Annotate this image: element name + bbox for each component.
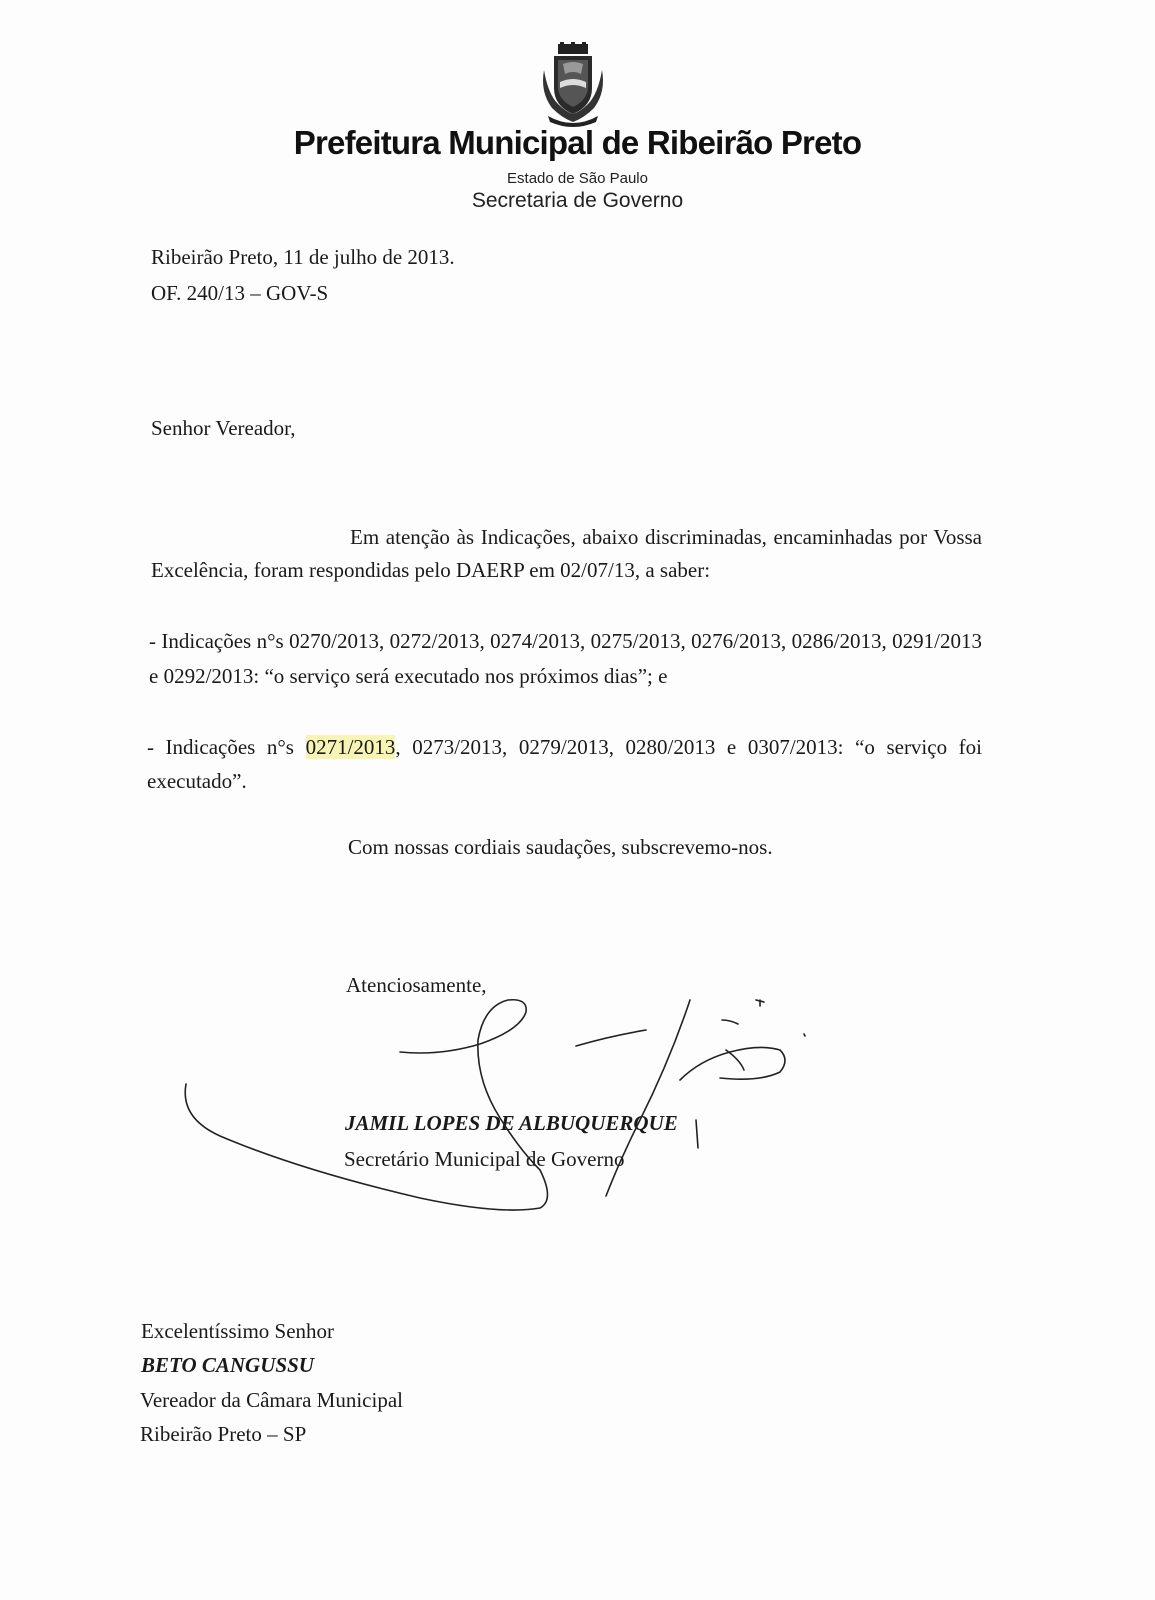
coat-of-arms-icon [538,42,608,128]
regards-line: Atenciosamente, [346,973,487,997]
place-date: Ribeirão Preto, 11 de julho de 2013. [151,245,455,269]
item2-rest: , 0273/2013, 0279/2013, 0280/2013 e 0307/2013: “o serviço foi executado”. [147,735,982,793]
recipient-role: Vereador da Câmara Municipal [140,1388,403,1412]
intro-paragraph: Em atenção às Indicações, abaixo discriminadas, encaminhadas por Vossa Excelência, foram respondidas pelo DAERP em 02/07/13, a saber: [151,525,982,582]
signatory-name: JAMIL LOPES DE ALBUQUERQUE [345,1111,678,1135]
salutation: Senhor Vereador, [151,416,296,440]
highlighted-number: 0271/2013 [305,735,396,759]
closing-line: Com nossas cordiais saudações, subscrevemo-nos. [348,835,773,859]
reference-number: OF. 240/13 – GOV-S [151,281,329,305]
page-title: Prefeitura Municipal de Ribeirão Preto [293,124,862,161]
indications-item-1: - Indicações n°s 0270/2013, 0272/2013, 0274/2013, 0275/2013, 0276/2013, 0286/2013, 0291/2013 e 0292/2013: “o serviço será executado nos próximos dias”; e [149,629,982,688]
recipient-salutation: Excelentíssimo Senhor [141,1319,335,1343]
signatory-role: Secretário Municipal de Governo [344,1147,625,1171]
state-line: Estado de São Paulo [507,170,648,187]
recipient-name: BETO CANGUSSU [141,1353,314,1377]
item2-prefix: - Indicações n°s [147,735,306,759]
indications-item-2 [147,730,982,798]
recipient-city: Ribeirão Preto – SP [140,1422,307,1446]
department-line: Secretaria de Governo [471,189,684,212]
